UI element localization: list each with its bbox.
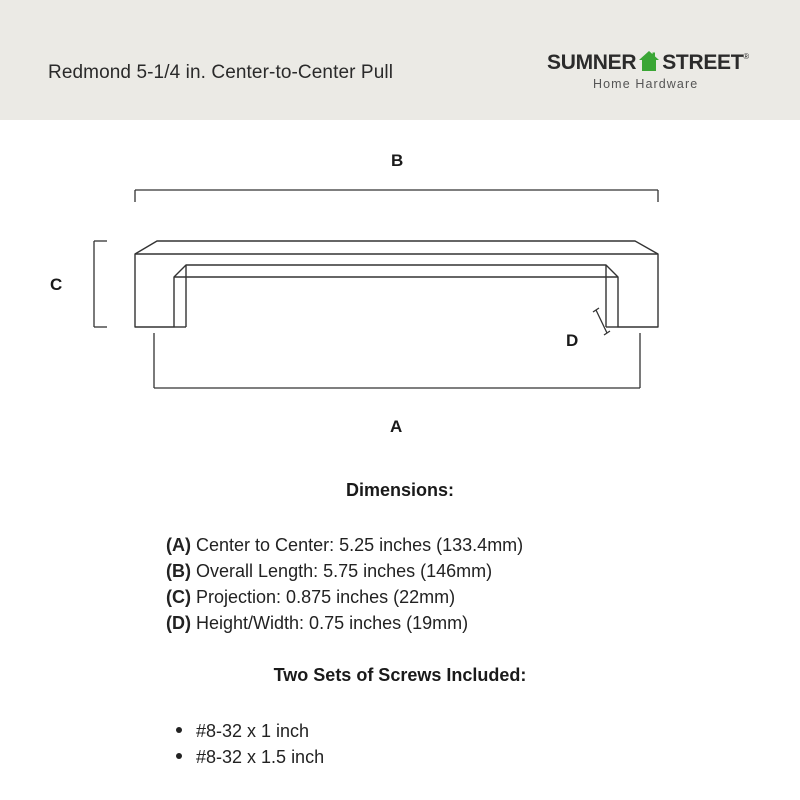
registered-mark: ® <box>743 52 749 61</box>
dimension-item-a <box>166 532 523 558</box>
brand-name-right: STREET <box>662 51 744 74</box>
dimension-code: (C) <box>166 587 191 607</box>
brand-wordmark <box>547 50 749 75</box>
dimensions-list <box>166 532 523 636</box>
brand-logo <box>547 50 762 94</box>
dimension-text: Projection: 0.875 inches (22mm) <box>196 587 456 607</box>
dimension-code: (A) <box>166 535 191 555</box>
product-title: Redmond 5-1/4 in. Center-to-Center Pull <box>48 62 394 83</box>
dimension-code: (B) <box>166 561 191 581</box>
screw-item <box>176 718 324 744</box>
dimension-text: Overall Length: 5.75 inches (146mm) <box>196 561 493 581</box>
label-a: A <box>390 417 403 436</box>
header-banner <box>0 0 800 120</box>
screw-text: #8-32 x 1 inch <box>196 721 310 741</box>
dimension-item-b <box>166 558 523 584</box>
dimensions-heading: Dimensions: <box>345 480 455 500</box>
screw-text: #8-32 x 1.5 inch <box>196 747 325 767</box>
bullet-icon <box>176 727 182 733</box>
dimension-text: Center to Center: 5.25 inches (133.4mm) <box>196 535 524 555</box>
screw-item <box>176 744 324 770</box>
bullet-icon <box>176 753 182 759</box>
brand-name-left: SUMNER <box>547 51 637 74</box>
screws-heading: Two Sets of Screws Included: <box>273 665 527 685</box>
dimension-c-bracket <box>94 241 107 327</box>
pull-dimension-diagram <box>0 120 800 460</box>
house-icon <box>638 50 660 72</box>
dimension-item-c <box>166 584 523 610</box>
dimension-b-bracket <box>135 190 658 202</box>
dimension-item-d <box>166 610 523 636</box>
dimension-text: Height/Width: 0.75 inches (19mm) <box>196 613 469 633</box>
label-b: B <box>391 151 404 170</box>
label-c: C <box>50 275 63 294</box>
dimension-code: (D) <box>166 613 191 633</box>
screws-list <box>176 718 324 770</box>
pull-handle-outline <box>135 241 658 327</box>
label-d: D <box>566 331 579 350</box>
brand-tagline: Home Hardware <box>593 77 699 91</box>
pull-drawing <box>0 120 800 460</box>
